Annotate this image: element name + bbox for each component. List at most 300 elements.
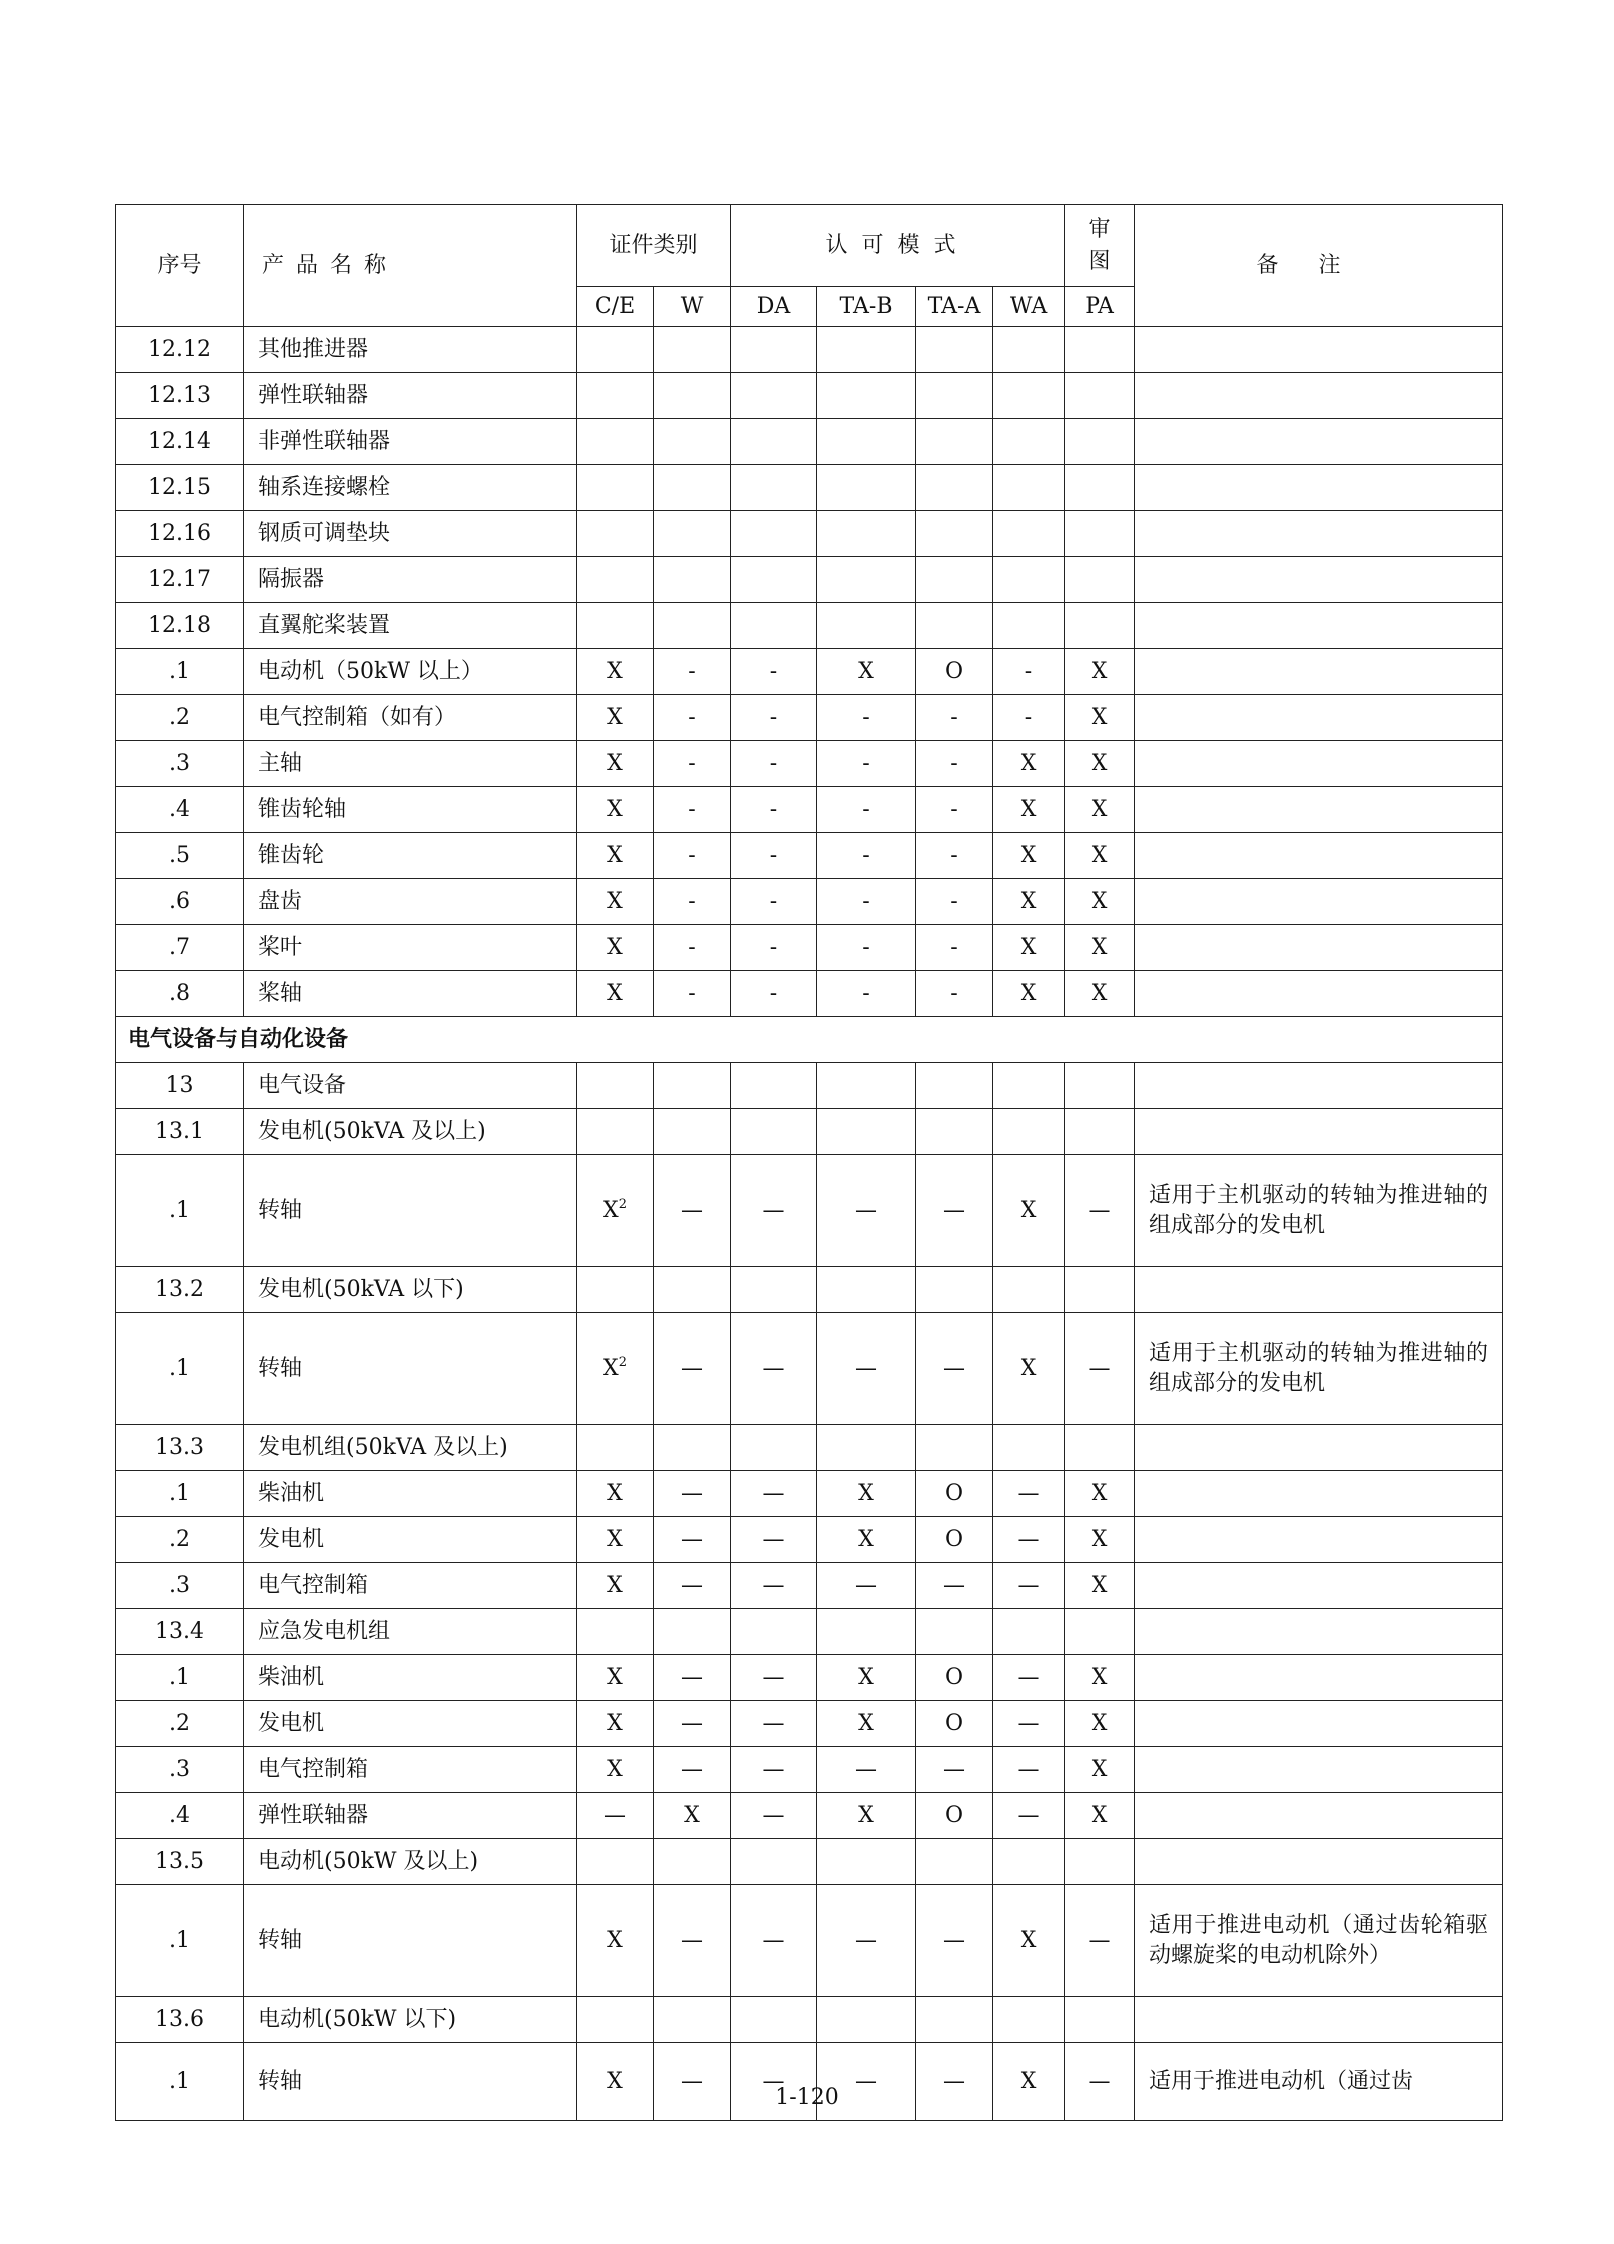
cell-value: — (762, 1802, 785, 1828)
cell-value: X (1091, 750, 1108, 776)
cell-ta-b (817, 1793, 916, 1839)
cell-pa (1065, 1885, 1135, 1997)
cell-ce (577, 925, 654, 971)
cell-wa (993, 971, 1065, 1017)
cell-ce (577, 1471, 654, 1517)
cell-wa (993, 1471, 1065, 1517)
cell-da (731, 1609, 817, 1655)
cell-ta-a (916, 1839, 993, 1885)
cell-da (731, 1747, 817, 1793)
cell-ta-a (916, 1655, 993, 1701)
cell-value: X (1020, 1197, 1037, 1223)
cell-ta-a (916, 1517, 993, 1563)
cell-value: X (607, 888, 623, 914)
cell-value: — (681, 1927, 703, 1953)
cell-ta-a (916, 373, 993, 419)
cell-value: — (1088, 2068, 1111, 2094)
cell-ta-a (916, 1997, 993, 2043)
row-product-name: 电气设备 (244, 1063, 577, 1109)
header-seq: 序号 (116, 205, 244, 327)
cell-ta-b (817, 787, 916, 833)
cell-value: O (944, 1710, 964, 1736)
cell-pa (1065, 1063, 1135, 1109)
cell-value: X (607, 1756, 623, 1782)
row-seq: 12.15 (116, 465, 244, 511)
cell-value: — (855, 1197, 878, 1223)
cell-ta-a (916, 879, 993, 925)
row-product-name: 转轴 (244, 2043, 577, 2121)
cell-value: X (1091, 1664, 1108, 1690)
cell-value: - (769, 980, 778, 1006)
header-remark: 备注 (1135, 205, 1503, 327)
cell-wa (993, 1885, 1065, 1997)
cell-value: - (769, 796, 778, 822)
cell-wa (993, 787, 1065, 833)
cell-ta-a (916, 1267, 993, 1313)
row-product-name: 发电机组(50kVA 及以上) (244, 1425, 577, 1471)
cell-ta-b (817, 1885, 916, 1997)
row-product-name: 弹性联轴器 (244, 1793, 577, 1839)
cell-ce (577, 557, 654, 603)
cell-pa (1065, 1425, 1135, 1471)
row-remark (1135, 373, 1503, 419)
cell-pa (1065, 1313, 1135, 1425)
cell-ta-b (817, 1701, 916, 1747)
cell-value: X (1091, 704, 1108, 730)
cell-value: X (1091, 934, 1108, 960)
cell-value: X (1020, 796, 1037, 822)
cell-pa (1065, 1563, 1135, 1609)
cell-value: X (1020, 2068, 1037, 2094)
row-remark (1135, 879, 1503, 925)
cell-ce (577, 465, 654, 511)
approval-table (115, 204, 1503, 2121)
cell-wa (993, 1109, 1065, 1155)
cell-ta-b (817, 1997, 916, 2043)
cell-value: O (944, 658, 964, 684)
row-product-name: 桨轴 (244, 971, 577, 1017)
cell-ta-a (916, 419, 993, 465)
cell-value: X (607, 1664, 623, 1690)
subheader-wa: WA (993, 287, 1065, 327)
cell-ta-a (916, 1155, 993, 1267)
cell-value: - (688, 750, 696, 776)
row-seq: .4 (116, 787, 244, 833)
cell-ce (577, 327, 654, 373)
table-row (116, 1747, 1503, 1793)
page-number: 1-120 (775, 2085, 839, 2110)
cell-value: — (1017, 1572, 1040, 1598)
row-product-name: 电气控制箱（如有） (244, 695, 577, 741)
table-row (116, 879, 1503, 925)
cell-value: - (862, 796, 870, 822)
cell-ta-b (817, 419, 916, 465)
cell-w (654, 1701, 731, 1747)
row-product-name: 锥齿轮 (244, 833, 577, 879)
cell-value: — (943, 1756, 966, 1782)
cell-value: - (769, 658, 778, 684)
cell-ce (577, 603, 654, 649)
row-seq: .2 (116, 1517, 244, 1563)
cell-ta-a (916, 1563, 993, 1609)
cell-ta-a (916, 1885, 993, 1997)
cell-value: — (1017, 1480, 1040, 1506)
header-cert-type: 证件类别 (577, 205, 731, 287)
cell-pa (1065, 1109, 1135, 1155)
row-remark (1135, 557, 1503, 603)
row-product-name: 桨叶 (244, 925, 577, 971)
table-row (116, 603, 1503, 649)
cell-pa (1065, 879, 1135, 925)
row-seq: .1 (116, 1313, 244, 1425)
cell-ce (577, 879, 654, 925)
cell-value: O (944, 1480, 964, 1506)
cell-value: O (944, 1664, 964, 1690)
cell-value: — (762, 1572, 785, 1598)
row-product-name: 轴系连接螺栓 (244, 465, 577, 511)
footnote-marker: 2 (618, 1196, 627, 1212)
cell-da (731, 327, 817, 373)
cell-ce (577, 419, 654, 465)
cell-value: - (769, 888, 778, 914)
cell-ce (577, 649, 654, 695)
cell-da (731, 833, 817, 879)
cell-ta-b (817, 1063, 916, 1109)
cell-ce (577, 971, 654, 1017)
cell-wa (993, 1793, 1065, 1839)
row-seq: .3 (116, 1563, 244, 1609)
cell-w (654, 741, 731, 787)
cell-pa (1065, 373, 1135, 419)
cell-da (731, 879, 817, 925)
cell-ta-b (817, 925, 916, 971)
cell-value: X (607, 980, 623, 1006)
cell-da (731, 971, 817, 1017)
cell-value: — (762, 1710, 785, 1736)
row-seq: .7 (116, 925, 244, 971)
cell-value: X (603, 1355, 619, 1381)
cell-pa (1065, 1471, 1135, 1517)
cell-wa (993, 1839, 1065, 1885)
cell-da (731, 1655, 817, 1701)
row-product-name: 盘齿 (244, 879, 577, 925)
cell-value: X (1091, 1526, 1108, 1552)
cell-value: - (862, 888, 870, 914)
cell-da (731, 465, 817, 511)
cell-value: — (762, 1355, 785, 1381)
cell-da (731, 1517, 817, 1563)
row-product-name: 应急发电机组 (244, 1609, 577, 1655)
table-row (116, 1109, 1503, 1155)
cell-value: X (1020, 1927, 1037, 1953)
cell-pa (1065, 1839, 1135, 1885)
row-remark (1135, 1063, 1503, 1109)
cell-ce (577, 833, 654, 879)
cell-value: — (681, 1664, 703, 1690)
cell-ta-b (817, 1267, 916, 1313)
row-remark (1135, 1517, 1503, 1563)
cell-wa (993, 695, 1065, 741)
cell-wa (993, 1747, 1065, 1793)
cell-da (731, 511, 817, 557)
table-row (116, 649, 1503, 695)
cell-ta-b (817, 465, 916, 511)
cell-w (654, 1997, 731, 2043)
cell-value: - (950, 750, 958, 776)
cell-value: X (858, 658, 874, 684)
cell-value: — (943, 1197, 966, 1223)
row-remark (1135, 925, 1503, 971)
row-seq: .1 (116, 1471, 244, 1517)
cell-ta-a (916, 741, 993, 787)
row-seq: 13.6 (116, 1997, 244, 2043)
cell-ta-b (817, 649, 916, 695)
cell-ta-a (916, 557, 993, 603)
cell-value: X (1020, 980, 1037, 1006)
row-product-name: 发电机(50kVA 及以上) (244, 1109, 577, 1155)
cell-value: — (604, 1802, 626, 1828)
row-remark (1135, 1793, 1503, 1839)
cell-value: - (950, 934, 958, 960)
cell-value: X (607, 842, 623, 868)
cell-value: - (769, 842, 778, 868)
cell-value: - (688, 658, 696, 684)
cell-value: — (681, 1526, 703, 1552)
subheader-ce: C/E (577, 287, 654, 327)
cell-pa (1065, 1701, 1135, 1747)
cell-wa (993, 1701, 1065, 1747)
cell-ce (577, 1267, 654, 1313)
cell-value: X (858, 1664, 874, 1690)
header-approval-mode: 认可模式 (731, 205, 1065, 287)
row-remark (1135, 833, 1503, 879)
cell-da (731, 419, 817, 465)
cell-value: — (855, 1927, 878, 1953)
cell-value: X (607, 796, 623, 822)
cell-value: - (862, 934, 870, 960)
cell-value: — (1017, 1756, 1040, 1782)
row-seq: .5 (116, 833, 244, 879)
cell-ce (577, 695, 654, 741)
cell-value: — (762, 1756, 785, 1782)
cell-value: X (607, 1710, 623, 1736)
row-seq: .8 (116, 971, 244, 1017)
cell-da (731, 603, 817, 649)
row-product-name: 其他推进器 (244, 327, 577, 373)
row-seq: 13.3 (116, 1425, 244, 1471)
cell-value: — (855, 1355, 878, 1381)
row-remark: 适用于推进电动机（通过齿 (1135, 2043, 1503, 2121)
cell-value: - (688, 888, 696, 914)
cell-da (731, 1997, 817, 2043)
cell-value: X (607, 1927, 623, 1953)
cell-w (654, 1517, 731, 1563)
cell-wa (993, 1425, 1065, 1471)
row-seq: .1 (116, 1885, 244, 1997)
cell-w (654, 1609, 731, 1655)
table-row (116, 925, 1503, 971)
cell-wa (993, 465, 1065, 511)
cell-value: - (688, 934, 696, 960)
cell-value: — (855, 2068, 878, 2094)
cell-ta-b (817, 1109, 916, 1155)
cell-w (654, 1063, 731, 1109)
cell-da (731, 1471, 817, 1517)
table-row (116, 695, 1503, 741)
cell-w (654, 1563, 731, 1609)
row-remark (1135, 1471, 1503, 1517)
cell-ce (577, 1109, 654, 1155)
cell-w (654, 419, 731, 465)
cell-da (731, 741, 817, 787)
cell-value: — (681, 1355, 703, 1381)
cell-value: X (1091, 796, 1108, 822)
cell-value: X (858, 1526, 874, 1552)
cell-value: O (944, 1526, 964, 1552)
cell-wa (993, 833, 1065, 879)
row-remark: 适用于主机驱动的转轴为推进轴的组成部分的发电机 (1135, 1155, 1503, 1267)
cell-ta-b (817, 1563, 916, 1609)
table-row (116, 971, 1503, 1017)
cell-pa (1065, 1655, 1135, 1701)
cell-w (654, 1267, 731, 1313)
table-row (116, 373, 1503, 419)
row-product-name: 转轴 (244, 1313, 577, 1425)
row-seq: 13.1 (116, 1109, 244, 1155)
table-header (116, 205, 1503, 327)
cell-wa (993, 1517, 1065, 1563)
row-remark (1135, 1609, 1503, 1655)
cell-da (731, 787, 817, 833)
cell-w (654, 603, 731, 649)
row-seq: 12.16 (116, 511, 244, 557)
cell-wa (993, 327, 1065, 373)
row-remark (1135, 327, 1503, 373)
table-row (116, 511, 1503, 557)
cell-ta-a (916, 925, 993, 971)
table-row (116, 1063, 1503, 1109)
row-seq: .6 (116, 879, 244, 925)
cell-wa (993, 419, 1065, 465)
cell-pa (1065, 649, 1135, 695)
table-row (116, 1471, 1503, 1517)
cell-ce (577, 1517, 654, 1563)
cell-wa (993, 1997, 1065, 2043)
footnote-marker: 2 (618, 1354, 627, 1370)
row-remark (1135, 971, 1503, 1017)
cell-value: — (681, 2068, 703, 2094)
cell-w (654, 373, 731, 419)
cell-da (731, 1885, 817, 1997)
cell-ce (577, 1063, 654, 1109)
cell-value: X (1020, 934, 1037, 960)
cell-value: — (943, 2068, 966, 2094)
row-seq: 12.18 (116, 603, 244, 649)
cell-value: X (1020, 842, 1037, 868)
cell-w (654, 787, 731, 833)
cell-pa (1065, 511, 1135, 557)
row-product-name: 非弹性联轴器 (244, 419, 577, 465)
row-seq: .1 (116, 2043, 244, 2121)
cell-value: X (1091, 1480, 1108, 1506)
cell-value: — (762, 1480, 785, 1506)
row-seq: 13.4 (116, 1609, 244, 1655)
row-remark (1135, 1839, 1503, 1885)
cell-value: X (1020, 750, 1037, 776)
cell-value: X (1091, 1756, 1108, 1782)
cell-value: X (1091, 658, 1108, 684)
cell-ce (577, 1885, 654, 1997)
cell-ta-b (817, 557, 916, 603)
cell-value: — (1088, 1927, 1111, 1953)
cell-wa (993, 1267, 1065, 1313)
cell-ta-b (817, 1471, 916, 1517)
cell-value: X (1091, 1710, 1108, 1736)
cell-w (654, 511, 731, 557)
cell-value: — (762, 1197, 785, 1223)
subheader-w: W (654, 287, 731, 327)
subheader-pa: PA (1065, 287, 1135, 327)
cell-wa (993, 373, 1065, 419)
row-seq: .1 (116, 1655, 244, 1701)
cell-da (731, 1701, 817, 1747)
cell-w (654, 833, 731, 879)
cell-value: - (862, 704, 870, 730)
cell-ce (577, 1155, 654, 1267)
table-row (116, 419, 1503, 465)
cell-wa (993, 1155, 1065, 1267)
row-remark (1135, 419, 1503, 465)
cell-pa (1065, 603, 1135, 649)
cell-ta-a (916, 1793, 993, 1839)
cell-value: O (944, 1802, 964, 1828)
cell-ta-a (916, 1425, 993, 1471)
cell-da (731, 1063, 817, 1109)
cell-value: - (950, 980, 958, 1006)
row-product-name: 电动机(50kW 以下) (244, 1997, 577, 2043)
table-row (116, 1563, 1503, 1609)
row-product-name: 锥齿轮轴 (244, 787, 577, 833)
table-row (116, 1885, 1503, 1997)
cell-value: — (681, 1197, 703, 1223)
cell-pa (1065, 1793, 1135, 1839)
cell-pa (1065, 1517, 1135, 1563)
row-seq: .3 (116, 1747, 244, 1793)
cell-w (654, 1747, 731, 1793)
cell-value: - (688, 704, 696, 730)
cell-value: - (1024, 704, 1033, 730)
cell-value: X (607, 704, 623, 730)
cell-w (654, 1155, 731, 1267)
cell-pa (1065, 1997, 1135, 2043)
cell-ta-a (916, 603, 993, 649)
row-seq: 13.5 (116, 1839, 244, 1885)
row-product-name: 弹性联轴器 (244, 373, 577, 419)
cell-ce (577, 741, 654, 787)
cell-wa (993, 879, 1065, 925)
cell-da (731, 1155, 817, 1267)
cell-value: X (607, 750, 623, 776)
table-row (116, 1425, 1503, 1471)
cell-w (654, 1313, 731, 1425)
cell-pa (1065, 971, 1135, 1017)
section-title: 电气设备与自动化设备 (116, 1017, 1503, 1063)
cell-ta-b (817, 1839, 916, 1885)
cell-pa (1065, 1155, 1135, 1267)
header-product-name: 产品名称 (244, 205, 577, 327)
cell-value: X (607, 658, 623, 684)
cell-pa (1065, 925, 1135, 971)
